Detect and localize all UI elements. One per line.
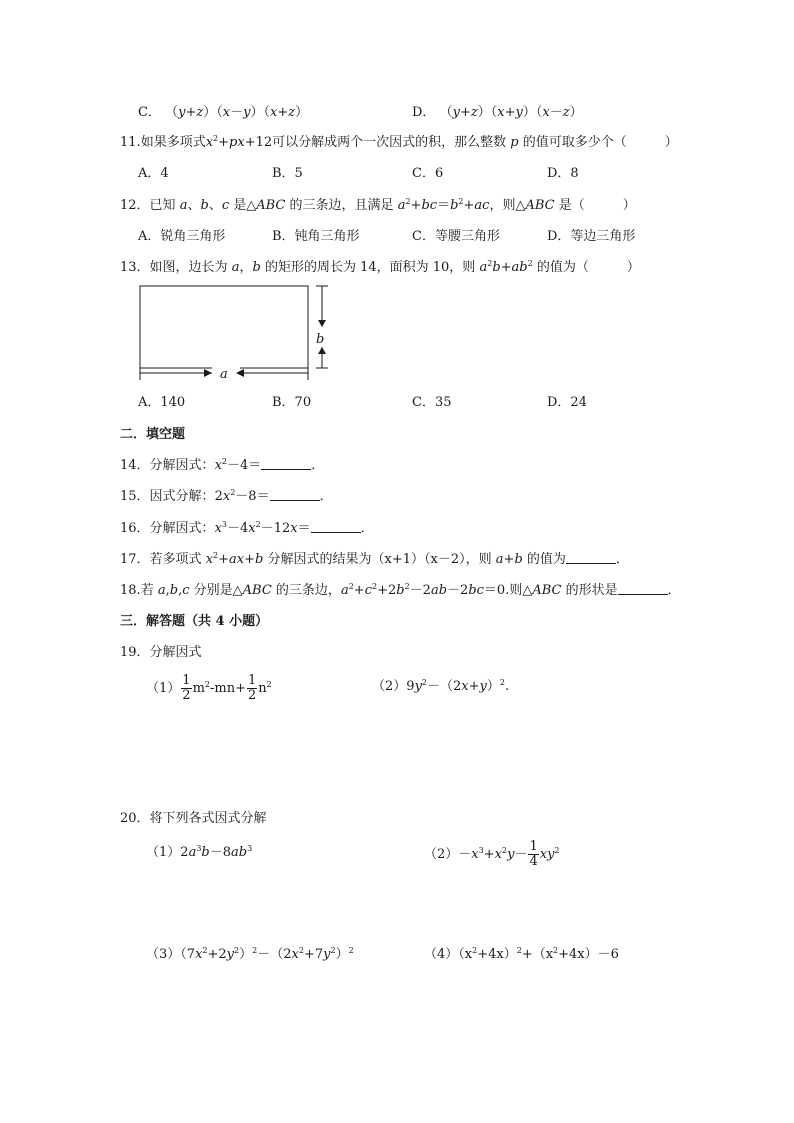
q13-option-a: A．140 [138,395,186,410]
q12-option-b: B．钝角三角形 [272,229,360,244]
q11-option-a: A．4 [138,166,169,181]
question-14: 14．分解因式：$x^2-4=$ ． [120,457,325,473]
question-15: 15．因式分解：$2x^2-8=$ ． [120,488,333,504]
q20-part-2: $(2)-x^3+x^2y-$ $\frac{1}{4}$ $xy^2$ [424,839,560,869]
q13-option-d: D．24 [547,395,587,410]
arrow-down-icon [318,320,326,327]
answer-blank[interactable] [270,488,320,501]
q11-option-b: B．5 [272,166,303,181]
q10-option-d: D． （y+z）（x+y）（x－z） [412,105,583,120]
question-12: 12．已知 a、b、c 是△ABC 的三条边，且满足 $a^2+bc=b^2+ac$，则△ABC 是（ ） [120,197,636,213]
rectangle-shape [140,286,308,368]
section-solution-title: 三．解答题（共 4 小题） [120,614,269,629]
q11-option-c: C．6 [412,166,444,181]
arrow-right-icon [204,369,212,377]
q12-option-d: D．等边三角形 [547,229,636,244]
question-17: 17．若多项式 $x^2+ax+b$ 分解因式的结果为（x+1）（x－2），则 a+b 的值为 ． [120,551,629,567]
q13-option-c: C．35 [412,395,452,410]
q12-option-c: C．等腰三角形 [412,229,500,244]
answer-blank[interactable] [566,551,616,564]
q13-option-b: B．70 [272,395,312,410]
answer-blank[interactable] [311,520,361,533]
answer-blank[interactable] [618,582,668,595]
q19-part-1: （1） $\frac{1}{2}$ $m^2-mn+$ $\frac{1}{2}$ $n^2$ [146,673,272,703]
question-16: 16．分解因式：$x^3-4x^2-12x=$ ． [120,520,374,536]
q11-option-d: D．8 [547,166,579,181]
label-b: b [316,332,325,347]
answer-blank[interactable] [261,457,311,470]
section-fill-in-title: 二．填空题 [120,427,186,442]
q20-part-4: $(4)(x^2+4x)^2+(x^2+4x)-6$ [424,946,619,962]
q19-part-2: $(2)9y^2-(2x+y)^2$. [372,678,510,694]
rectangle-figure [132,280,332,392]
q20-part-1: $(1)2a^3b-8ab^3$ [146,844,253,860]
arrow-up-icon [318,347,326,354]
q12-option-a: A．锐角三角形 [138,229,226,244]
question-19: 19．分解因式 [120,645,202,660]
question-13: 13．如图，边长为 a，b 的矩形的周长为 14，面积为 10，则 $a^2b+ab^2$ 的值为（ ） [120,259,640,275]
q10-option-c: C． （y+z）（x－y）（x+z） [138,105,309,120]
question-18: 18.若 a,b,c 分别是△ABC 的三条边，$a^2+c^2+2b^2-2ab-2bc=0$.则△ABC 的形状是 ． [120,582,681,598]
label-a: a [220,367,228,382]
question-20: 20．将下列各式因式分解 [120,811,267,826]
q20-part-3: $(3)(7x^2+2y^2)^2-(2x^2+7y^2)^2$ [146,946,354,962]
question-11: 11.如果多项式$x^2+px+12$可以分解成两个一次因式的积，那么整数 p 的值可取多少个（ ） [120,134,678,150]
